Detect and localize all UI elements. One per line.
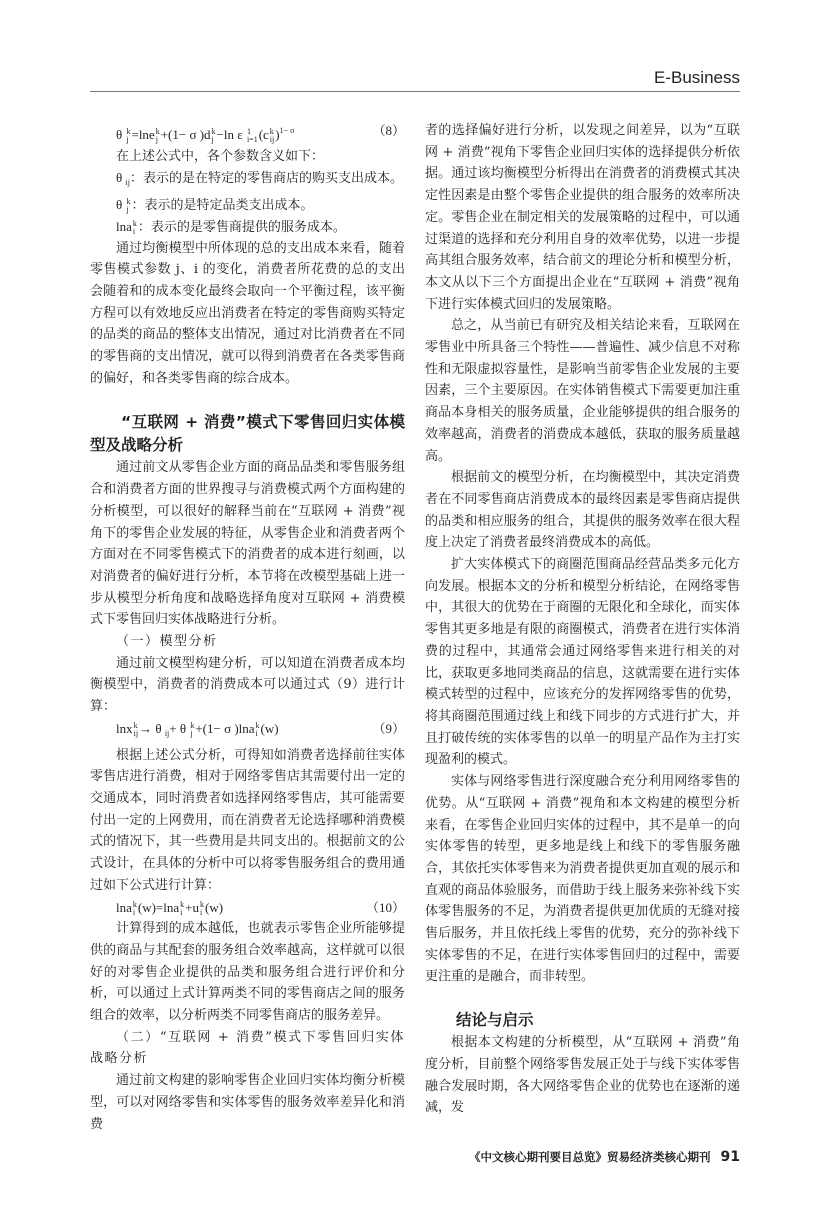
subscript: j bbox=[155, 135, 158, 145]
paragraph: 通过前文从零售企业方面的商品品类和零售服务组合和消费者方面的世界搜寻与消费模式两个方面构建的分析模型，可以很好的解释当前在“互联网 + 消费”视角下的零售企业发展的特征，从零售企业和消费者两个方面对在不同零售模式下的消费者的成本进行刻画，以对消费者的偏好进行分析，本节将在改模型基础上进一步从模型分析角度和战略选择角度对互联网 + 消费模式下零售回归实体战略进行分析。 bbox=[90, 460, 405, 628]
section-heading: 结论与启示 bbox=[456, 1011, 534, 1030]
formula-text: → θ bbox=[139, 720, 165, 736]
running-header bbox=[90, 66, 740, 92]
subscript: i bbox=[132, 226, 136, 236]
subscript: i=1 bbox=[246, 135, 258, 145]
sub-superscript bbox=[133, 220, 137, 236]
formula-text: lna bbox=[116, 899, 132, 915]
subscript: i bbox=[180, 907, 183, 917]
symbol-definition bbox=[90, 216, 405, 238]
paragraph: 通过均衡模型中所体现的总的支出成本来看，随着零售模式参数 j、i 的变化，消费者所花费的总的支出会随着和的成本变化最终会取向一个平衡过程，该平衡方程可以有效地反应出消费者在特定的零售商购买特定的品类的商品的整体支出情况，通过对比消费者在不同的零售商的支出情况，就可以得到消费者在各类零售商的偏好，和各类零售商的综合成本。 bbox=[90, 240, 405, 386]
subsection-heading: （二）“互联网 + 消费”模式下零售回归实体战略分析 bbox=[90, 1029, 405, 1067]
sub-superscript bbox=[180, 901, 184, 917]
superscript: k bbox=[126, 197, 131, 207]
superscript: k bbox=[269, 127, 274, 137]
definition-text: ：表示的是零售商提供的服务成本。 bbox=[137, 218, 346, 234]
formula-text: θ bbox=[116, 170, 126, 186]
sub-superscript bbox=[200, 901, 204, 917]
sub-superscript bbox=[212, 128, 216, 144]
superscript: 1− σ bbox=[279, 126, 295, 135]
equation-number: （10） bbox=[365, 899, 405, 915]
subscript: ij bbox=[269, 135, 275, 145]
symbol-definition bbox=[90, 167, 405, 194]
equation bbox=[90, 120, 405, 146]
sub-superscript bbox=[126, 198, 130, 214]
formula-text: +u bbox=[185, 899, 199, 915]
definition-text: ：表示的是在特定的零售商店的购买支出成本。 bbox=[129, 170, 403, 186]
equation bbox=[90, 897, 405, 919]
paragraph: 在上述公式中，各个参数含义如下： bbox=[116, 148, 325, 164]
formula-text: +(1− σ )d bbox=[160, 127, 211, 142]
superscript: 1 bbox=[246, 127, 251, 137]
paragraph: 扩大实体模式下的商圈范围商品经营品类多元化方向发展。根据本文的分析和模型分析结论，在网络零售中，其很大的优势在于商圈的无限化和全球化，而实体零售其更多地是有限的商圈模式，消费者在进行实体消费的过程中，其通常会通过网络零售来进行相关的对比，获取更多地同类商品的信息，这就需要在进行实体模式转型的过程中，应该充分的发挥网络零售的优势，将其商圈范围通过线上和线下同步的方式进行扩大，并且打破传统的实体零售的以单一的明星产品作为主打实现盈利的模式。 bbox=[425, 557, 740, 768]
formula-text: ) bbox=[275, 127, 280, 142]
equation-body bbox=[116, 897, 358, 919]
footer-journal: 《中文核心期刊要目总览》贸易经济类核心期刊 bbox=[469, 1150, 711, 1165]
superscript: k bbox=[211, 127, 216, 137]
symbol-definition bbox=[90, 194, 405, 216]
right-column bbox=[425, 120, 740, 1119]
sub-superscript bbox=[256, 722, 260, 738]
subscript: ij bbox=[164, 728, 170, 738]
equation bbox=[90, 718, 405, 745]
superscript: k bbox=[133, 720, 138, 730]
subscript: j bbox=[211, 135, 214, 145]
paragraph-continued: 者的选择偏好进行分析，以发现之间差异，以为“互联网 + 消费”视角下零售企业回归实体的选择提供分析依据。通过该均衡模型分析得出在消费者的消费模式其决定性因素是由整个零售企业提供的组合服务的效率所决定。零售企业在制定相关的发展策略的过程中，可以通过渠道的选择和充分利用自身的效率优势，以进一步提高其组合服务效率，结合前文的理论分析和模型分析，本文从以下三个方面提出企业在“互联网 + 消费”视角下进行实体模式回归的发展策略。 bbox=[425, 123, 740, 312]
equation-body bbox=[116, 120, 364, 146]
formula-text: lnx bbox=[116, 720, 133, 736]
paragraph: 根据本文构建的分析模型，从“互联网 + 消费”角度分析，目前整个网络零售发展正处于与线下实体零售融合发展时期，各大网络零售企业的优势也在逐渐的递减，发 bbox=[425, 1035, 740, 1116]
sub-superscript bbox=[190, 722, 194, 738]
formula-text: θ bbox=[116, 197, 126, 213]
superscript: k bbox=[190, 720, 195, 730]
formula-text: (c bbox=[258, 127, 269, 142]
formula-text: (w)=lna bbox=[137, 899, 180, 915]
paragraph: 计算得到的成本越低，也就表示零售企业所能够提供的商品与其配套的服务组合效率越高，这样就可以很好的对零售企业提供的品类和服务组合进行评价和分析，可以通过上式计算两类不同的零售商店之间的服务组合的效率，以分析两类不同零售商店的服务差异。 bbox=[90, 921, 405, 1024]
superscript: k bbox=[132, 218, 137, 228]
paragraph: 根据前文的模型分析，在均衡模型中，其决定消费者在不同零售商店消费成本的最终因素是零售商店提供的品类和相应服务的组合，其提供的服务效率在很大程度上决定了消费者最终消费成本的高低。 bbox=[425, 470, 740, 551]
formula-text: (w) bbox=[205, 899, 224, 915]
paragraph: 通过前文模型构建分析，可以知道在消费者成本均衡模型中，消费者的消费成本可以通过式（9）进行计算： bbox=[90, 655, 405, 715]
paragraph: 通过前文构建的影响零售企业回归实体均衡分析模型，可以对网络零售和实体零售的服务效率差异化和消费 bbox=[90, 1073, 405, 1132]
left-column bbox=[90, 120, 405, 1135]
superscript: k bbox=[180, 899, 185, 909]
subscript: j bbox=[126, 135, 129, 145]
sub-superscript bbox=[247, 128, 258, 144]
sub-superscript bbox=[133, 901, 137, 917]
subscript: i bbox=[200, 907, 203, 917]
sub-superscript bbox=[126, 128, 130, 144]
subscript: ij bbox=[125, 178, 130, 188]
sub-superscript bbox=[270, 128, 274, 144]
formula-text: + θ bbox=[169, 720, 190, 736]
sub-superscript bbox=[134, 722, 138, 738]
subsection-heading: （一）模型分析 bbox=[116, 634, 218, 650]
superscript: k bbox=[155, 127, 160, 137]
two-column-layout bbox=[90, 120, 740, 1135]
page-number: 91 bbox=[720, 1149, 740, 1166]
subscript: j bbox=[126, 205, 129, 215]
superscript: k bbox=[132, 899, 137, 909]
paragraph: 总之，从当前已有研究及相关结论来看，互联网在零售业中所具备三个特性——普遍性、减少信息不对称性和无限虚拟容量性，是影响当前零售企业发展的主要因素，三个主要原因。在实体销售模式下需要更加注重商品本身相关的服务质量，企业能够提供的组合服务的效率越高，消费者的消费成本越低，获取的服务质量越高。 bbox=[425, 318, 740, 464]
subscript: ij bbox=[133, 728, 139, 738]
subscript: i bbox=[132, 907, 136, 917]
formula-text: θ bbox=[116, 127, 126, 142]
paragraph: 根据上述公式分析，可得知如消费者选择前往实体零售店进行消费，相对于网络零售店其需要付出一定的交通成本，同时消费者如选择网络零售店，其可能需要付出一定的上网费用，而在消费者无论选择哪种消费模式的情况下，其一些费用是共同支出的。根据前文的公式设计，在具体的分析中可以将零售服务组合的费用通过如下公式进行计算： bbox=[90, 747, 405, 893]
formula-text: −ln ε bbox=[216, 127, 246, 142]
sub-superscript bbox=[156, 128, 160, 144]
formula-text: lna bbox=[116, 218, 132, 234]
equation-number: （9） bbox=[372, 720, 405, 736]
subscript: j bbox=[190, 728, 193, 738]
paragraph: 实体与网络零售进行深度融合充分利用网络零售的优势。从“互联网 + 消费”视角和本文构建的模型分析来看，在零售企业回归实体的过程中，其不是单一的向实体零售的转型，更多地是线上和线下的零售服务融合，其依托实体零售来为消费者提供更加直观的展示和直观的商品体验服务，而借助于线上服务来弥补线下实体零售服务的不足，为消费者提供更加优质的无缝对接售后服务，并且依托线上零售的优势，充分的弥补线下实体零售的不足，在进行实体零售回归的过程中，需要更注重的是融合，而非转型。 bbox=[425, 774, 740, 985]
formula-text: (w) bbox=[260, 720, 279, 736]
section-heading: “互联网 + 消费”模式下零售回归实体模型及战略分析 bbox=[90, 413, 405, 455]
subscript: i bbox=[255, 728, 258, 738]
superscript: k bbox=[126, 127, 131, 137]
superscript: k bbox=[200, 899, 204, 909]
definition-text: ：表示的是特定品类支出成本。 bbox=[131, 197, 314, 213]
formula-text: +(1− σ )lna bbox=[195, 720, 255, 736]
equation-number: （8） bbox=[372, 123, 405, 138]
formula-text: =lne bbox=[131, 127, 155, 142]
superscript: k bbox=[255, 720, 260, 730]
equation-body bbox=[116, 718, 364, 745]
journal-section-title: E-Business bbox=[654, 68, 740, 87]
page-footer bbox=[90, 1149, 740, 1205]
